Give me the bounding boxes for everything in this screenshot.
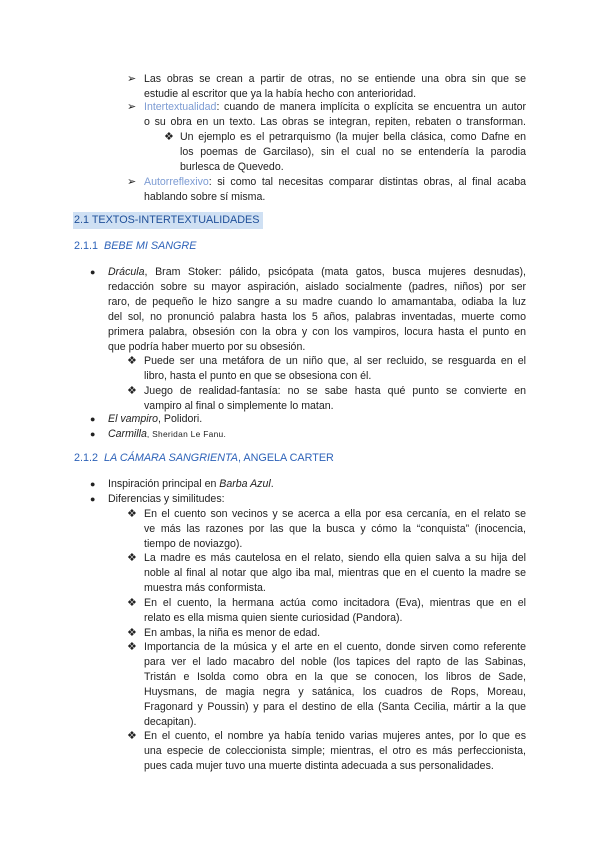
diamond-bullet-icon: ❖ [127,730,137,742]
bullet-dot-icon: ● [90,414,96,424]
intro-bullet-1-line-1: Las obras se crean a partir de otras, no se entiende una obra sin que se [144,73,526,85]
diamond-bullet-icon: ❖ [127,641,137,653]
dracula-line-2: redacción sobre su mayor aspiración, aislado socialmente (padres, niños) por ser [108,281,526,293]
intro-sub-line-2: los poemas de Garcilaso), sin el cual no se entendería la parodia [180,146,526,158]
bullet-dot-icon: ● [90,479,96,489]
intro-bullet-3-line-2: hablando sobre sí misma. [144,191,266,203]
bullet-dot-icon: ● [90,429,96,439]
dracula-line-1: Drácula, Bram Stoker: pálido, psicópata (mata gatos, busca mujeres desnudas), [108,266,526,278]
dracula-line-3: raro, de pequeño le hizo sangre a su madre cuando lo amamantaba, odiaba la luz [108,296,526,308]
bullet-dot-icon: ● [90,267,96,277]
item-3-line-2: relato es ella misma quien siente curiosidad (Pandora). [144,612,403,624]
intro-bullet-2-line-1: Intertextualidad: cuando de manera implícita o explícita se encuentra un autor [144,101,526,113]
intro-sub-line-3: burlesca de Quevedo. [180,161,284,173]
item-2-line-2: noble al final al notar que algo iba mal, mientras que en el cuento la madre se [144,567,526,579]
section-2-1-2-heading: 2.1.2 LA CÁMARA SANGRIENTA, ANGELA CARTER [74,452,334,464]
diamond-bullet-icon: ❖ [127,627,137,639]
arrow-bullet-icon: ➢ [127,101,137,113]
item-6-line-2: una especie de coleccionista simple; mientras, el otro es más perfeccionista, [144,745,526,757]
item-3-line-1: En el cuento, la hermana actúa como incitadora (Eva), mientras que en el [144,597,526,609]
item-5-line-4: Huysmans, de magia negra y satánica, los cuadros de Rops, Moreau, [144,686,526,698]
diamond-bullet-icon: ❖ [127,552,137,564]
item-5-line-2: para ver el lado macabro del noble (los tapices del rapto de las Sabinas, [144,656,526,668]
item-1-line-1: En el cuento son vecinos y se acerca a ella por esa cercanía, en el relato se [144,508,526,520]
diamond-bullet-icon: ❖ [127,597,137,609]
section-2-1-1-heading: 2.1.1 BEBE MI SANGRE [74,240,197,252]
intertextualidad-term: Intertextualidad [144,101,217,113]
dracula-sub-1-line-1: Puede ser una metáfora de un niño que, al ser recluido, se resguarda en el [144,355,526,367]
diferencias-item: Diferencias y similitudes: [108,493,225,505]
inspiracion-item: Inspiración principal en Barba Azul. [108,478,274,490]
item-6-line-1: En el cuento, el nombre ya había tenido varias mujeres antes, por lo que es [144,730,526,742]
arrow-bullet-icon: ➢ [127,73,137,85]
item-2-line-3: muestra más conformista. [144,582,266,594]
item-6-line-3: pues cada mujer tuvo una muerte distinta adecuada a sus personalidades. [144,760,494,772]
intro-bullet-2-line-2: o su obra en un texto. Las obras se integran, repiten, rebaten o transforman. [144,116,526,128]
dracula-sub-2-line-2: vampiro al final o simplemente lo matan. [144,400,334,412]
item-2-line-1: La madre es más cautelosa en el relato, siendo ella quien salva a su hija del [144,552,526,564]
item-1-line-3: tiempo de noviazgo). [144,538,243,550]
item-5-line-1: Importancia de la música y el arte en el cuento, donde sirven como referente [144,641,526,653]
item-5-line-6: decapitan). [144,716,197,728]
item-5-line-5: Fragonard y Poussin) y para el destino de ella (Santa Cecilia, mártir a la que [144,701,526,713]
item-5-line-3: Tristán e Isolda como obra en la que se conocen, los libros de Sade, [144,671,526,683]
autorreflexivo-term: Autorreflexivo [144,176,209,188]
diamond-bullet-icon: ❖ [127,508,137,520]
carmilla-item: Carmilla, Sheridan Le Fanu. [108,428,227,440]
dracula-sub-2-line-1: Juego de realidad-fantasía: no se sabe hasta qué punto se convierte en [144,385,526,397]
item-1-line-2: ve más las razones por las que la busca y cómo la “conquista” (inocencia, [144,523,526,535]
intro-sub-line-1: Un ejemplo es el petrarquismo (la mujer bella clásica, como Dafne en [180,131,526,143]
diamond-bullet-icon: ❖ [127,355,137,367]
intro-bullet-1-line-2: estudie al escritor que ya la había hecho con anterioridad. [144,88,417,100]
item-4-line-1: En ambas, la niña es menor de edad. [144,627,321,639]
section-2-1-heading: 2.1 TEXTOS-INTERTEXTUALIDADES [74,214,260,226]
dracula-line-6: que podría haber muerto por su obsesión. [108,341,306,353]
diamond-bullet-icon: ❖ [164,131,174,143]
bullet-dot-icon: ● [90,494,96,504]
dracula-sub-1-line-2: libro, hasta el punto en que se obsesiona con él. [144,370,372,382]
el-vampiro-item: El vampiro, Polidori. [108,413,203,425]
diamond-bullet-icon: ❖ [127,385,137,397]
dracula-line-4: del sol, no pronunció palabra hasta los 5 años, palabras inventadas, muerte como [108,311,526,323]
dracula-line-5: primera palabra, obsesión con la obra y con los vampiros, locura hasta el punto en [108,326,526,338]
intro-bullet-3-line-1: Autorreflexivo: si como tal necesitas comparar distintas obras, al final acaba [144,176,526,188]
arrow-bullet-icon: ➢ [127,176,137,188]
